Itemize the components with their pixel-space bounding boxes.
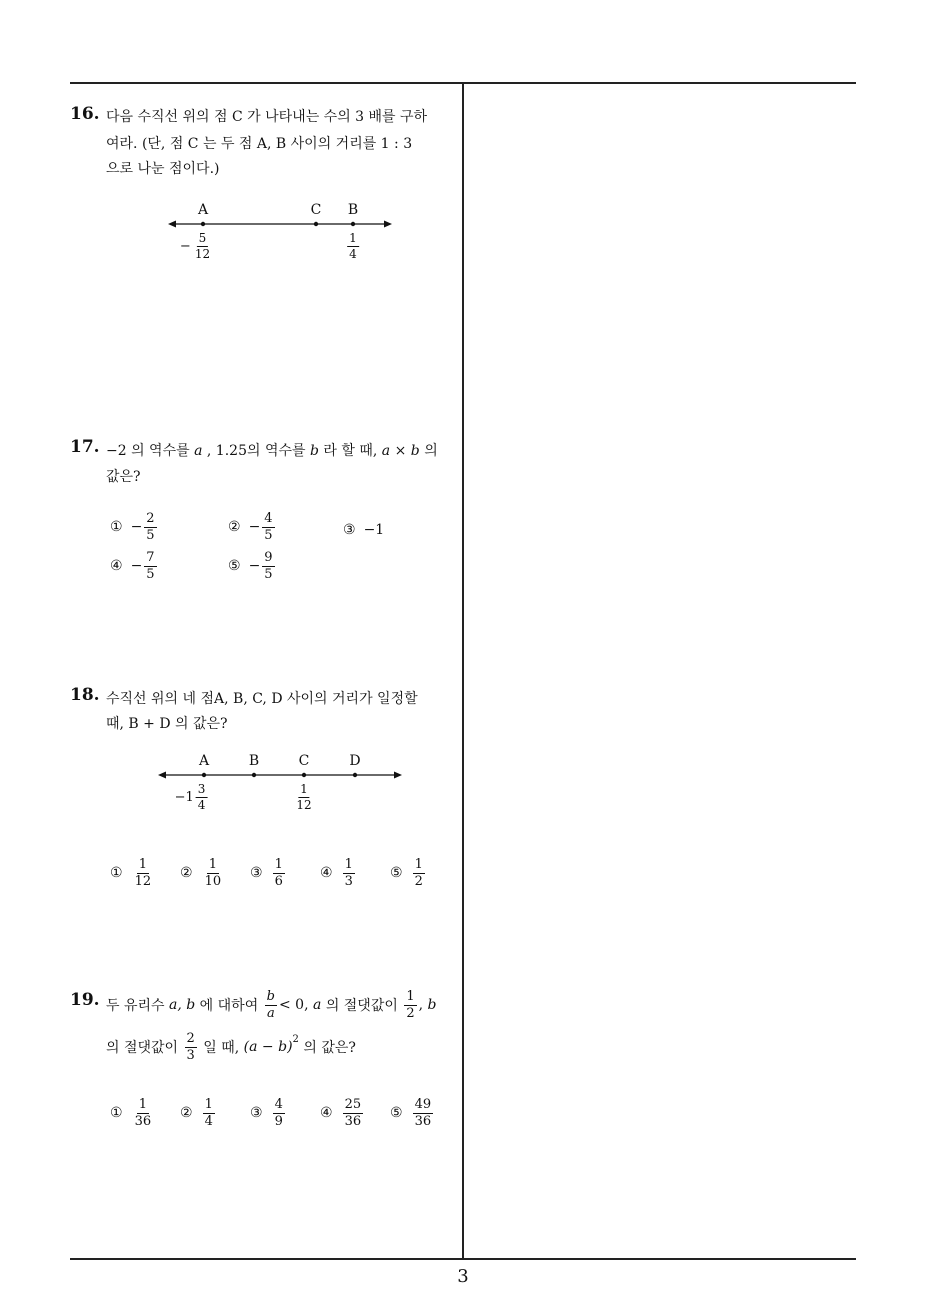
- denominator: 5: [264, 527, 273, 543]
- fraction: [262, 512, 274, 542]
- question-number: 19.: [70, 990, 100, 1010]
- point-label-a: A: [198, 753, 210, 769]
- point-label-c: C: [310, 202, 322, 218]
- point-label-d: D: [349, 753, 361, 769]
- fraction: [273, 858, 285, 888]
- text-segment: 일 때,: [203, 1040, 240, 1057]
- text-segment: 의: [424, 443, 438, 459]
- option-mark: ④: [320, 1105, 333, 1122]
- point-a-dot: [201, 222, 205, 226]
- minus-sign: −: [248, 519, 261, 536]
- numerator: 1: [274, 857, 283, 872]
- numerator: 1: [208, 857, 217, 872]
- denominator: 5: [146, 527, 155, 543]
- question-text: 값은?: [106, 469, 141, 485]
- numerator: 9: [264, 550, 273, 565]
- option-mark: ②: [228, 519, 241, 536]
- option-value: −1: [363, 522, 385, 538]
- text-segment: , 1.25의 역수를: [206, 443, 306, 459]
- text-segment: 라 할 때,: [323, 443, 378, 459]
- fraction: [294, 783, 313, 811]
- denominator: 10: [204, 873, 222, 889]
- number-line: [160, 214, 400, 234]
- fraction: [413, 858, 425, 888]
- option-1[interactable]: [110, 512, 159, 542]
- variables: a, b: [169, 997, 196, 1014]
- point-value-c: [292, 783, 315, 811]
- text-segment: 의 절댓값이: [325, 998, 398, 1015]
- fraction: [413, 1098, 434, 1128]
- option-1[interactable]: [110, 858, 155, 888]
- numerator: 5: [198, 231, 207, 245]
- denominator: 3: [344, 873, 353, 889]
- option-mark: ①: [110, 865, 123, 882]
- question-text: 다음 수직선 위의 점 C 가 나타내는 수의 3 배를 구하: [106, 109, 428, 125]
- option-mark: ③: [250, 1105, 263, 1122]
- option-1[interactable]: [110, 1098, 155, 1128]
- question-text: 수직선 위의 네 점A, B, C, D 사이의 거리가 일정할: [106, 691, 418, 707]
- option-3[interactable]: [250, 858, 287, 888]
- numerator: 49: [414, 1097, 432, 1112]
- comma: ,: [418, 997, 424, 1014]
- option-5[interactable]: [390, 1098, 435, 1128]
- minus-sign: −: [179, 238, 191, 254]
- point-c-dot: [314, 222, 318, 226]
- fraction: [347, 232, 359, 260]
- denominator: 3: [186, 1047, 195, 1063]
- denominator: 9: [274, 1113, 283, 1129]
- denominator: 5: [146, 566, 155, 582]
- numerator: 1: [204, 1097, 213, 1112]
- denominator: 36: [414, 1113, 432, 1129]
- text-segment: 의 절댓값이: [106, 1040, 179, 1057]
- point-label-b: B: [248, 753, 260, 769]
- numerator: 1: [406, 989, 415, 1004]
- option-4[interactable]: [320, 858, 357, 888]
- column-divider: [462, 82, 464, 1259]
- times-sign: ×: [394, 443, 407, 459]
- bottom-rule: [70, 1258, 856, 1260]
- fraction: [343, 1098, 364, 1128]
- fraction: [185, 1032, 197, 1062]
- right-arrow-icon: [384, 221, 392, 228]
- text-segment: 에 대하여: [199, 998, 259, 1015]
- whole-part: −1: [174, 789, 194, 805]
- fraction-b-over-a: [265, 990, 277, 1020]
- option-mark: ④: [320, 865, 333, 882]
- denominator: 2: [406, 1005, 415, 1021]
- fraction: [193, 232, 212, 260]
- question-text: [106, 440, 438, 460]
- denominator: 6: [274, 873, 283, 889]
- option-mark: ②: [180, 1105, 193, 1122]
- question-number: 17.: [70, 437, 100, 457]
- fraction: [203, 858, 224, 888]
- option-2[interactable]: [180, 858, 225, 888]
- fraction: [262, 551, 274, 581]
- variable-b: b: [410, 443, 420, 459]
- fraction: [144, 512, 156, 542]
- variable-a: a: [313, 997, 322, 1014]
- right-arrow-icon: [394, 772, 402, 779]
- point-value-a: [175, 783, 210, 811]
- point-b-dot: [252, 773, 256, 777]
- numerator: 2: [186, 1031, 195, 1046]
- question-text: 때, B + D 의 값은?: [106, 716, 228, 732]
- exponent: 2: [292, 1034, 299, 1045]
- denominator: 5: [264, 566, 273, 582]
- point-label-c: C: [298, 753, 310, 769]
- text-segment: −2 의 역수를: [106, 443, 190, 459]
- option-mark: ③: [343, 522, 356, 538]
- question-text: [106, 1032, 356, 1062]
- question-number: 18.: [70, 685, 100, 705]
- point-b-dot: [351, 222, 355, 226]
- option-2[interactable]: [228, 512, 277, 542]
- question-number: 16.: [70, 104, 100, 124]
- fraction: [133, 1098, 154, 1128]
- question-text: [106, 990, 437, 1020]
- minus-sign: −: [248, 558, 261, 575]
- option-mark: ④: [110, 558, 123, 575]
- option-mark: ⑤: [390, 1105, 403, 1122]
- fraction: [404, 990, 416, 1020]
- numerator: 2: [146, 511, 155, 526]
- option-mark: ⑤: [228, 558, 241, 575]
- denominator: 36: [344, 1113, 362, 1129]
- point-value-a: [180, 232, 214, 260]
- denominator: 4: [204, 1113, 213, 1129]
- numerator: 1: [349, 231, 357, 245]
- fraction: [133, 858, 154, 888]
- option-mark: ③: [250, 865, 263, 882]
- denominator: 12: [134, 873, 152, 889]
- denominator: 36: [134, 1113, 152, 1129]
- fraction: [144, 551, 156, 581]
- numerator: 4: [264, 511, 273, 526]
- fraction: [196, 783, 208, 811]
- page-number: 3: [457, 1266, 469, 1287]
- fraction: [203, 1098, 215, 1128]
- text-segment: 의 값은?: [303, 1040, 356, 1057]
- number-line: [150, 765, 410, 785]
- fraction: [343, 858, 355, 888]
- denominator: 12: [194, 246, 211, 261]
- fraction: [273, 1098, 285, 1128]
- option-mark: ②: [180, 865, 193, 882]
- numerator: 1: [300, 782, 308, 796]
- numerator: 1: [344, 857, 353, 872]
- variable-b: b: [427, 997, 437, 1014]
- numerator: 4: [274, 1097, 283, 1112]
- option-5[interactable]: [390, 858, 427, 888]
- numerator: 1: [138, 1097, 147, 1112]
- numerator: 1: [138, 857, 147, 872]
- option-mark: ⑤: [390, 865, 403, 882]
- minus-sign: −: [130, 519, 143, 536]
- option-5[interactable]: [228, 551, 277, 581]
- option-3[interactable]: [250, 1098, 287, 1128]
- numerator: 3: [197, 782, 206, 796]
- expression: (a − b): [243, 1039, 293, 1056]
- point-a-dot: [202, 773, 206, 777]
- denominator: 4: [349, 246, 357, 261]
- inequality: < 0,: [279, 997, 309, 1014]
- left-arrow-icon: [158, 772, 166, 779]
- denominator: 2: [414, 873, 423, 889]
- denominator: 4: [197, 797, 206, 812]
- text-segment: 두 유리수: [106, 998, 165, 1015]
- point-value-b: [345, 232, 361, 260]
- option-3[interactable]: [343, 522, 384, 538]
- option-mark: ①: [110, 519, 123, 536]
- numerator: b: [266, 989, 275, 1004]
- point-label-a: A: [197, 202, 209, 218]
- numerator: 1: [414, 857, 423, 872]
- option-2[interactable]: [180, 1098, 217, 1128]
- point-label-b: B: [347, 202, 359, 218]
- option-4[interactable]: [110, 551, 159, 581]
- numerator: 7: [146, 550, 155, 565]
- numerator: 25: [344, 1097, 362, 1112]
- variable-b: b: [309, 443, 319, 459]
- denominator: a: [266, 1005, 275, 1021]
- variable-a: a: [194, 443, 203, 459]
- question-text: 으로 나눈 점이다.): [106, 161, 220, 177]
- option-4[interactable]: [320, 1098, 365, 1128]
- denominator: 12: [296, 797, 312, 812]
- variable-a: a: [381, 443, 391, 459]
- left-arrow-icon: [168, 221, 176, 228]
- point-c-dot: [302, 773, 306, 777]
- option-mark: ①: [110, 1105, 123, 1122]
- minus-sign: −: [130, 558, 143, 575]
- question-text: 여라. (단, 점 C 는 두 점 A, B 사이의 거리를 1 : 3: [106, 136, 413, 152]
- point-d-dot: [353, 773, 357, 777]
